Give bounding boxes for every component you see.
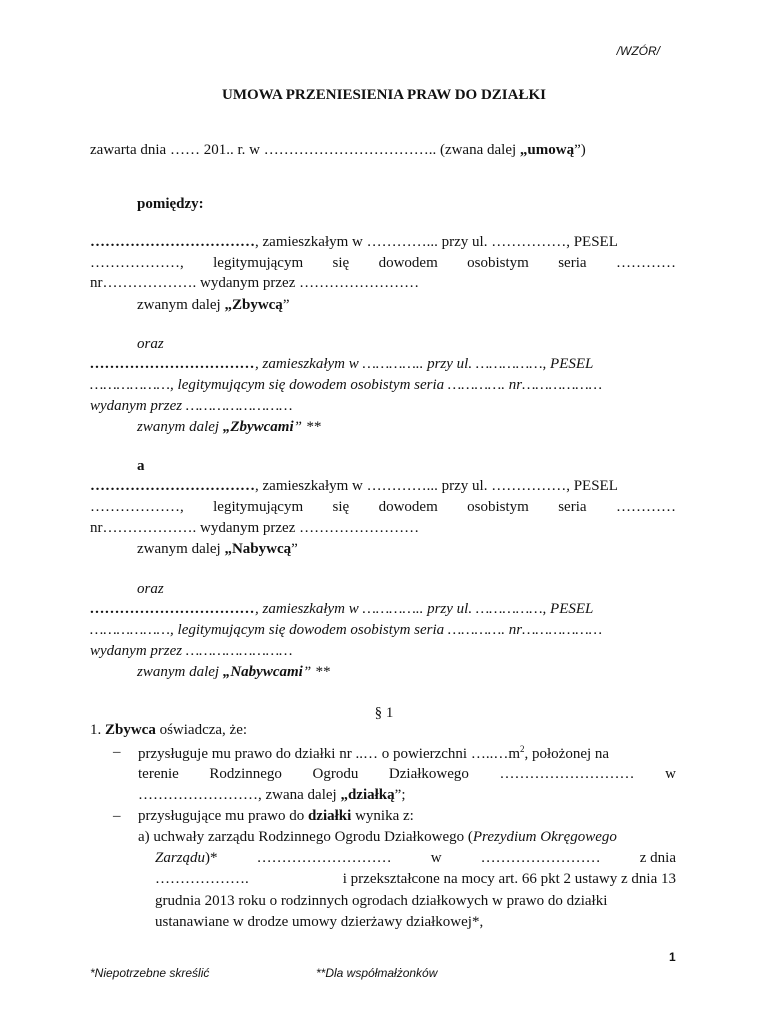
buyer1-role: „Nabywcą	[224, 541, 292, 557]
sub-a-text: z dnia	[639, 850, 676, 866]
bullet-dash: –	[113, 744, 121, 760]
seller1-word: legitymującym	[213, 255, 304, 271]
garden-name-field: ………………………	[499, 766, 635, 782]
seller2-role: „Zbywcami	[222, 419, 294, 435]
seller1-word: osobistym	[467, 255, 529, 271]
buyer1-called	[137, 541, 298, 558]
bullet1-word: Działkowego	[388, 766, 469, 782]
intro-line	[90, 142, 586, 159]
date-field: ……………….	[155, 871, 249, 887]
buyer2-name-field: ……………………………	[90, 601, 255, 617]
seller1-role: „Zbywcą	[224, 297, 283, 313]
called-prefix: zwanym dalej	[137, 297, 225, 313]
sub-a-text: )*	[205, 850, 218, 866]
called-suffix: ”	[282, 297, 290, 313]
point-1	[90, 722, 247, 739]
sub-a-text: i przekształcone na mocy art. 66 pkt 2 ustawy z dnia 13	[342, 871, 676, 887]
buyer1-line1	[90, 478, 618, 495]
point-subject: Zbywca	[105, 722, 156, 738]
bullet1-line2	[138, 766, 676, 783]
buyer2-line1	[90, 601, 593, 618]
bullet1-line3	[138, 787, 405, 804]
template-marker: /WZÓR/	[616, 44, 660, 58]
buyer1-word: seria	[558, 499, 587, 515]
called-prefix: zwanym dalej	[137, 419, 223, 435]
buyer2-line3: wydanym przez ……………………	[90, 643, 293, 659]
called-prefix: zwanym dalej	[137, 541, 225, 557]
seller2-line2: ………………, legitymującym się dowodem osobistym seria …………. nr………………	[90, 377, 603, 393]
sub-a-text: w	[430, 850, 442, 866]
bullet1-text: przysługuje mu prawo do działki nr ..… o powierzchni …..…m	[138, 746, 521, 762]
document-title: UMOWA PRZENIESIENIA PRAW DO DZIAŁKI	[222, 87, 546, 103]
intro-text-1: zawarta dnia …… 201.. r. w …………………………….. (zwana dalej	[90, 142, 520, 158]
bullet2-text: wynika z:	[351, 808, 414, 824]
intro-umowa: „umową	[519, 142, 575, 158]
page-number: 1	[669, 950, 676, 964]
oraz-label-1: oraz	[137, 336, 164, 352]
sub-a-line1	[138, 829, 617, 846]
called-suffix: ” **	[293, 419, 321, 435]
seller1-called	[137, 297, 289, 314]
buyer1-pesel-field: ………………,	[90, 499, 184, 515]
sub-a-italic: Prezydium Okręgowego	[472, 829, 617, 845]
sub-a-line4: grudnia 2013 roku o rodzinnych ogrodach działkowych w prawo do działki	[155, 893, 608, 909]
a-label: a	[137, 458, 145, 474]
bullet1-word: Rodzinnego	[209, 766, 282, 782]
seller2-address: , zamieszkałym w ………….. przy ul. ……………, PESEL	[255, 356, 594, 372]
buyer1-word: się	[332, 499, 350, 515]
area-unit-exponent: 2	[520, 744, 525, 754]
seller2-line1	[90, 356, 593, 373]
point-number: 1.	[90, 722, 102, 738]
bullet1-text: , położonej na	[524, 746, 610, 762]
buyer1-word: osobistym	[467, 499, 529, 515]
buyer1-word: dowodem	[378, 499, 438, 515]
sub-a-italic: Zarządu	[155, 850, 206, 866]
seller2-line3: wydanym przez ……………………	[90, 398, 293, 414]
footnote-1: *Niepotrzebne skreślić	[90, 966, 210, 980]
bullet2-text: przysługujące mu prawo do	[138, 808, 308, 824]
seller2-called	[137, 419, 321, 436]
dzialka-term: działki	[307, 808, 352, 824]
buyer1-word: legitymującym	[213, 499, 304, 515]
seller1-line1	[90, 234, 618, 251]
dzialka-term: „działką	[340, 787, 395, 803]
bullet2-line	[138, 808, 414, 825]
bullet1-text: ……………………, zwana dalej	[138, 787, 341, 803]
seller1-word: się	[332, 255, 350, 271]
bullet1-word: Ogrodu	[312, 766, 359, 782]
section-sign: § 1	[374, 705, 394, 721]
seller2-name-field: ……………………………	[90, 356, 255, 372]
seller1-word: seria	[558, 255, 587, 271]
bullet1-text: ”;	[394, 787, 406, 803]
seller1-series-field: …………	[615, 255, 676, 271]
bullet-dash: –	[113, 808, 121, 824]
buyer1-line2	[90, 499, 676, 516]
sub-a-line5: ustanawiane w drodze umowy dzierżawy działkowej*,	[155, 914, 484, 930]
footnote-2: **Dla współmałżonków	[316, 966, 438, 980]
buyer1-line3: nr………………. wydanym przez ……………………	[90, 520, 420, 536]
sub-a-line2	[155, 850, 676, 867]
oraz-label-2: oraz	[137, 581, 164, 597]
buyer1-name-field: ……………………………	[90, 478, 255, 494]
sub-a-text: a) uchwały zarządu Rodzinnego Ogrodu Działkowego (	[138, 829, 473, 845]
sub-a-line3	[155, 871, 676, 888]
seller1-name-field: ……………………………	[90, 234, 255, 250]
point-text: oświadcza, że:	[155, 722, 248, 738]
buyer2-line2: ………………, legitymującym się dowodem osobistym seria …………. nr………………	[90, 622, 603, 638]
place-field: ……………………	[480, 850, 601, 866]
resolution-field: ………………………	[256, 850, 392, 866]
between-label: pomiędzy:	[137, 196, 204, 212]
seller1-word: dowodem	[378, 255, 438, 271]
called-suffix: ”	[291, 541, 298, 557]
intro-text-2: ”)	[574, 142, 586, 158]
seller1-line3: nr………………. wydanym przez ……………………	[90, 275, 420, 291]
buyer2-called	[137, 664, 330, 681]
buyer2-address: , zamieszkałym w ………….. przy ul. ……………, PESEL	[255, 601, 594, 617]
called-prefix: zwanym dalej	[137, 664, 223, 680]
bullet1-word: w	[665, 766, 676, 782]
seller1-line2	[90, 255, 676, 272]
called-suffix: ” **	[302, 664, 330, 680]
buyer2-role: „Nabywcami	[222, 664, 303, 680]
buyer1-series-field: …………	[615, 499, 676, 515]
seller1-pesel-field: ………………,	[90, 255, 184, 271]
seller1-address: , zamieszkałym w …………... przy ul. ……………, PESEL	[255, 234, 618, 250]
bullet1-line1	[138, 744, 609, 763]
buyer1-address: , zamieszkałym w …………... przy ul. ……………, PESEL	[255, 478, 618, 494]
bullet1-word: terenie	[138, 766, 179, 782]
